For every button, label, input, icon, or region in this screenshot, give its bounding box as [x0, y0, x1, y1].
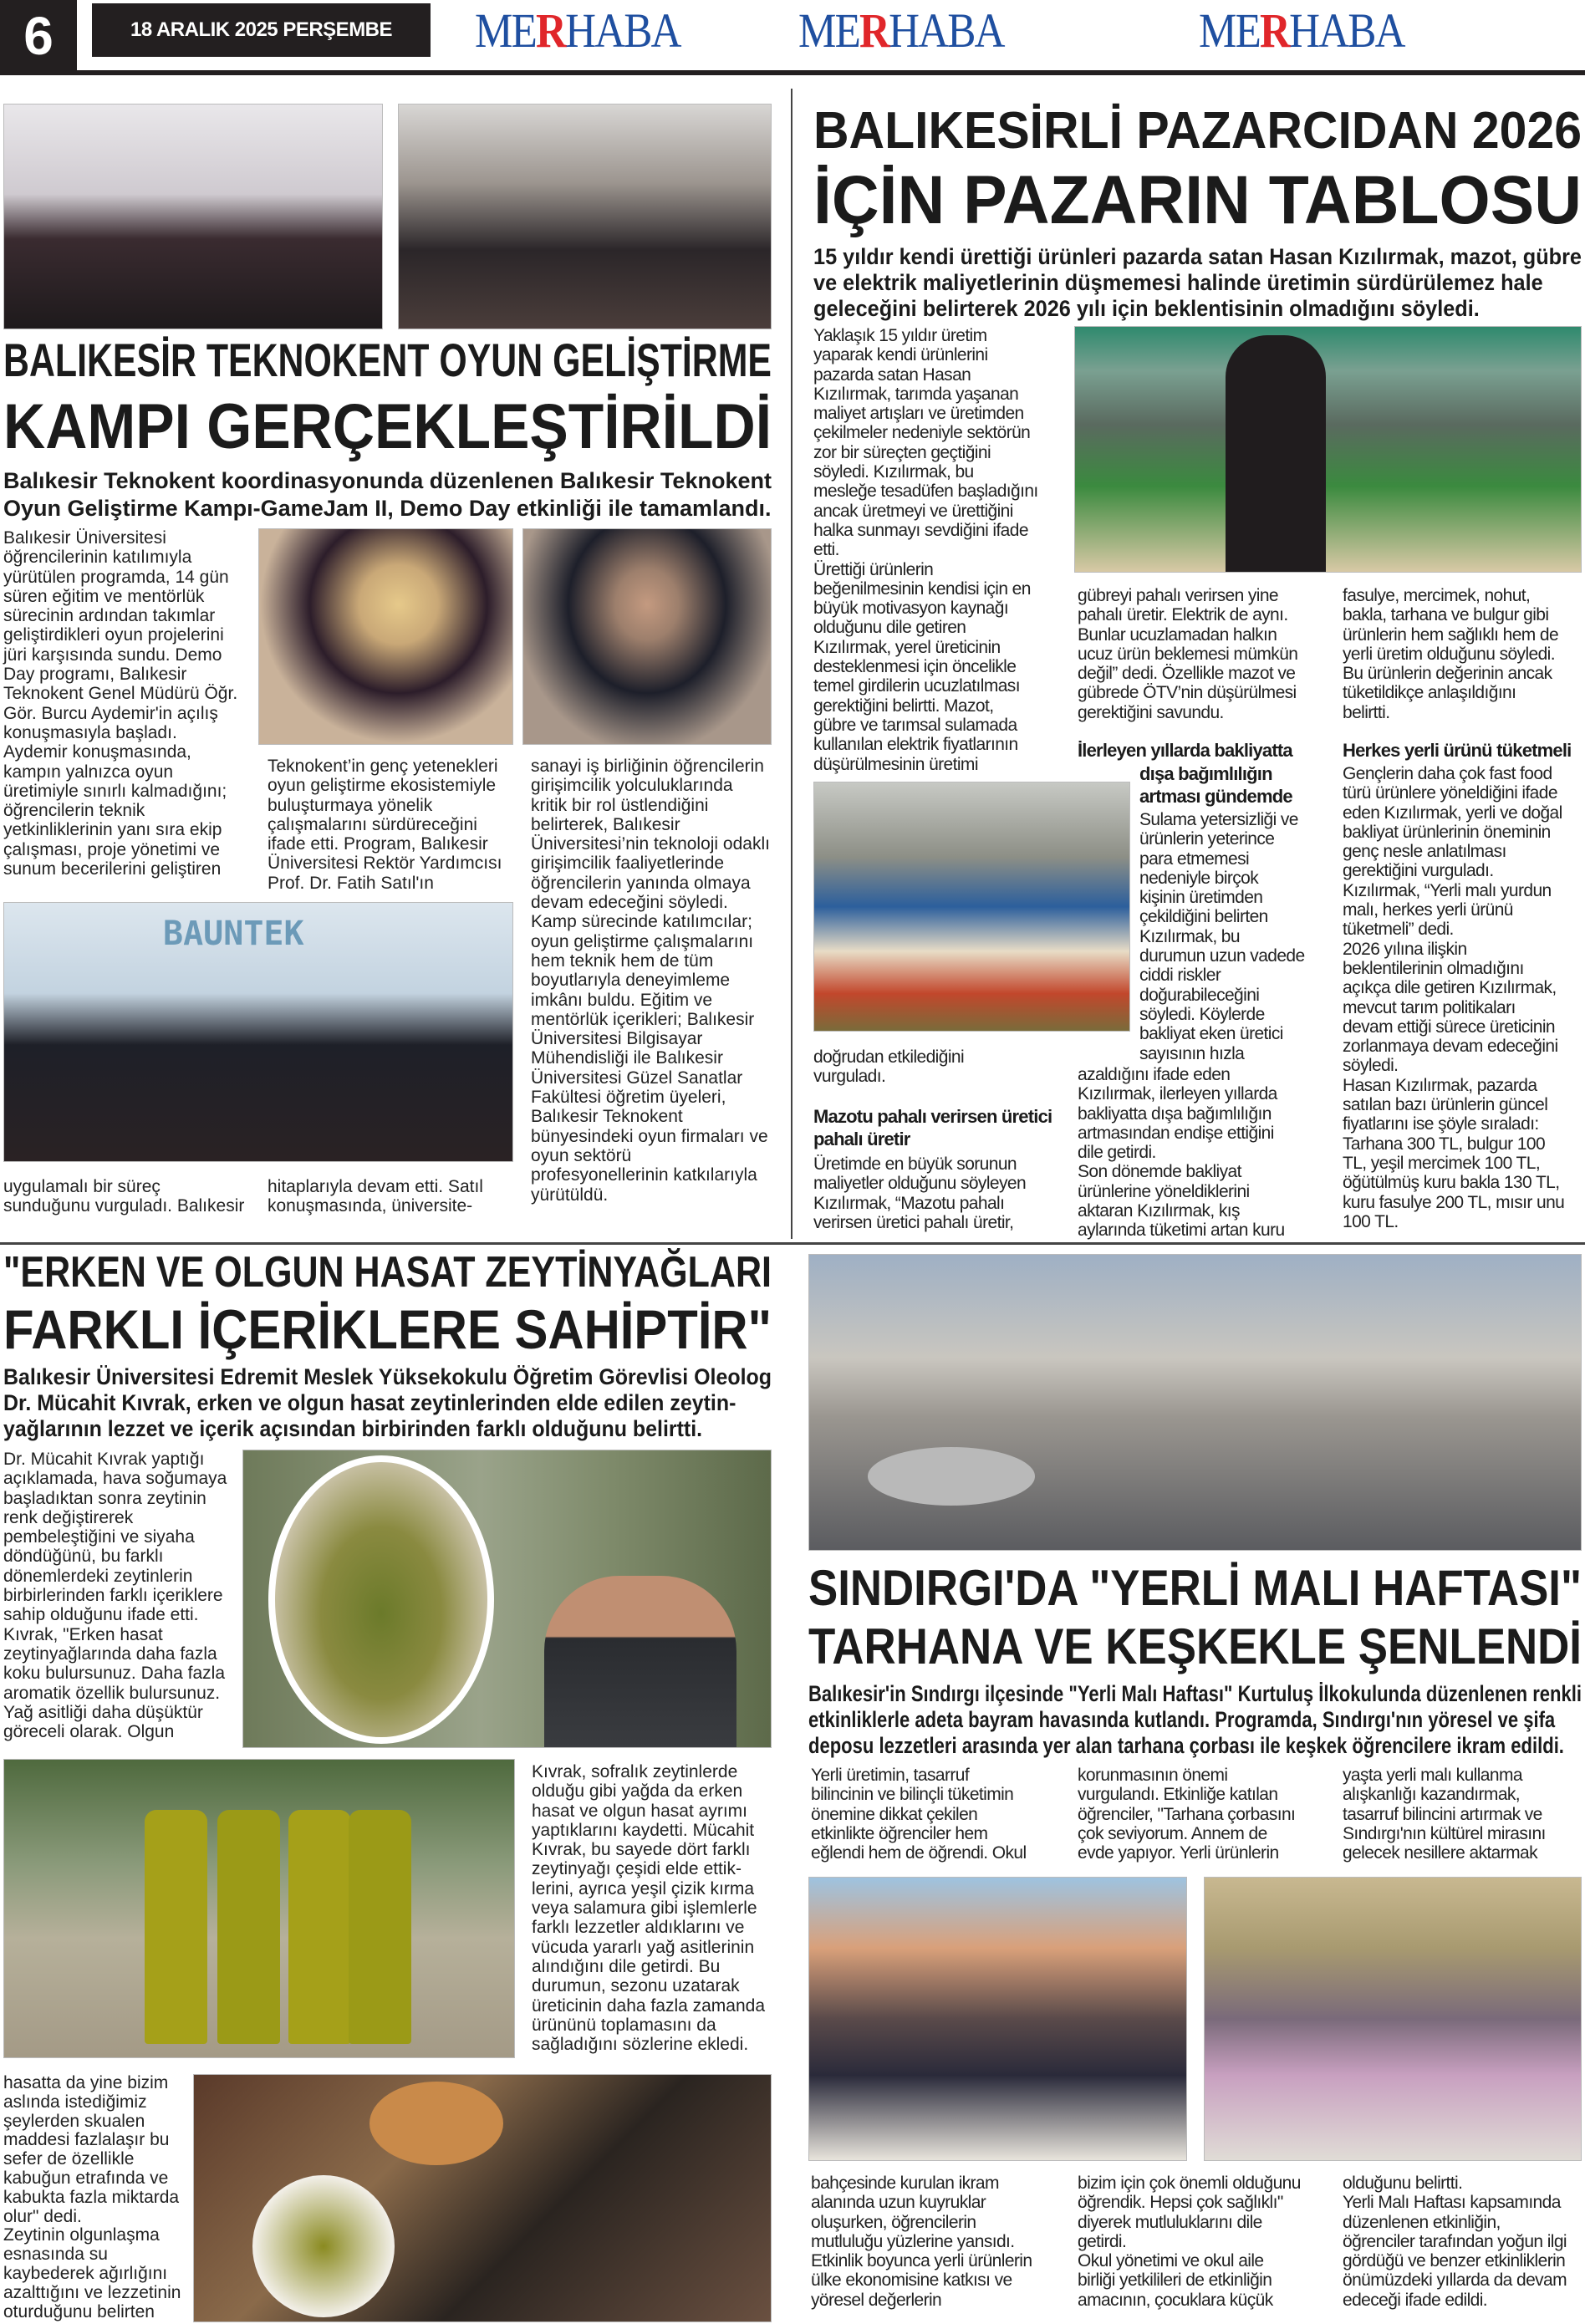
article-text: Yerli üretimin, tasarruf bilincinin ve bilinçli tüketimin önemine dikkat çekilen etkinlikte öğrenciler hem eğlendi hem de öğrendi. Okul	[811, 1766, 1027, 1863]
page-number: 6	[0, 0, 77, 72]
photo-students-eating	[1204, 1877, 1582, 2161]
photo-caption-text: Teknokent’in genç yetenekleri oyun geliştirme ekosistemiyle buluşturmaya yönelik çalışmalarını sürdüreceğini ifade etti. Program, Balıkesir Üniversitesi Rektör Yardımcısı Prof. Dr. Fatih Satıl'ın	[268, 757, 502, 893]
section-subhead: dışa bağımlılığın artması gündemde	[1139, 763, 1292, 807]
column-divider	[791, 89, 792, 1239]
section-subhead: İlerleyen yıllarda bakliyatta	[1078, 740, 1292, 761]
headline: "ERKEN VE OLGUN HASAT ZEYTİNYAĞLARI	[3, 1248, 772, 1297]
article-text: hitaplarıyla devam etti. Satıl konuşmasında, üniversite-	[268, 1177, 483, 1216]
subheadline: Balıkesir Teknokent koordinasyonunda düzenlenen Balıkesir Teknokent Oyun Geliştirme Kampı-GameJam II, Demo Day etkinliği ile tamamlandı.	[3, 468, 772, 521]
article-text: fasulye, mercimek, nohut, bakla, tarhana ve bulgur gibi ürünlerin hem sağlıklı hem de yerli üretim olduğunu söyledi. Bu ürünlerin değerinin ancak tüketildikçe anlaşıldığını belirtti.	[1343, 586, 1559, 722]
headline: İÇİN PAZARIN TABLOSU	[813, 162, 1582, 238]
article-text: bahçesinde kurulan ikram alanında uzun kuyruklar oluşurken, öğrencilerin mutluluğu yüzlerine yansıdı. Etkinlik boyunca yerli ürünlerin ülke ekonomisine katkısı ve yöresel değerlerin	[811, 2174, 1032, 2310]
logo-part: HABA	[565, 3, 680, 58]
article-text: Üretimde en büyük sorunun maliyetler olduğunu söyleyen Kızılırmak, “Mazotu pahalı verirsen üretici pahalı üretir,	[813, 1154, 1027, 1232]
olive-bowl	[252, 2175, 395, 2317]
person-figure	[544, 1576, 736, 1748]
section-subhead: Herkes yerli ürünü tüketmeli	[1343, 740, 1572, 761]
article-text: azaldığını ifade eden Kızılırmak, ilerleyen yıllarda bakliyatta dışa bağımlılığın artmasından endişe ettiğini dile getirdi. Son dönemde bakliyat ürünlerine yöneldiklerini aktaran Kızılırmak, kış aylarında tüketimi artan kuru	[1078, 1065, 1285, 1241]
masthead-logo	[475, 2, 680, 60]
logo-part: HABA	[1289, 3, 1404, 58]
headline: BALIKESİRLİ PAZARCIDAN 2026	[813, 102, 1582, 160]
logo-part-red: R	[1260, 3, 1290, 58]
bottle	[288, 1810, 351, 2044]
subheadline: Balıkesir'in Sındırgı ilçesinde "Yerli Malı Haftası" Kurtuluş İlkokulunda düzenlenen renkli etkinliklerle adeta bayram havasında kutlandı. Programda, Sındırgı'nın yöresel ve şifa deposu lezzetleri arasında yer alan tarhana çorbası ile keşkek öğrencilere ikram edildi.	[808, 1681, 1582, 1758]
photo-speaker-man	[522, 528, 772, 745]
logo-part: HABA	[889, 3, 1004, 58]
headline: BALIKESİR TEKNOKENT OYUN GELİŞTİRME	[3, 334, 772, 386]
article-text: uygulamalı bir süreç sunduğunu vurguladı. Balıkesir	[3, 1177, 245, 1216]
subheadline: Balıkesir Üniversitesi Edremit Meslek Yüksekokulu Öğretim Görevlisi Oleolog Dr. Mücahit Kıvrak, erken ve olgun hasat zeytinlerinden elde edilen zeytin- yağlarının lezzet ve içerik açısından birbirinden farklı olduğunu belirtti.	[3, 1364, 772, 1441]
masthead-logo	[798, 2, 1004, 60]
logo-part-red: R	[859, 3, 889, 58]
article-text: Sulama yetersizliği ve ürünlerin yeterince para etmemesi nedeniyle birçok kişinin üretimden çekildiğini belirten Kızılırmak, bu durumun uzun vadede ciddi riskler doğurabileceğini söyledi. Köylerde bakliyat eken üretici sayısının hızla	[1139, 810, 1305, 1063]
article-text: bizim için çok önemli olduğunu öğrendik. Hepsi çok sağlıklı" diyerek mutluluklarını dile getirdi. Okul yönetimi ve okul aile birliği yetkilileri de etkinliğin amacının, çocuklara küçük	[1078, 2174, 1301, 2310]
vendor-figure	[1226, 335, 1326, 573]
headline: KAMPI GERÇEKLEŞTİRİLDİ	[3, 391, 772, 462]
olive-branch-inset	[268, 1455, 494, 1744]
header-rule	[0, 70, 1585, 75]
masthead-logo	[1199, 2, 1404, 60]
subheadline: 15 yıldır kendi ürettiği ürünleri pazarda satan Hasan Kızılırmak, mazot, gübre ve elektrik maliyetlerinin düşmemesi halinde üretimin sürdürülemez hale geleceğini belirterek 2026 yılı için beklentisinin olmadığını söyledi.	[813, 244, 1582, 321]
article-text: olduğunu belirtti. Yerli Malı Haftası kapsamında düzenlenen etkinliğin, öğrenciler tarafından yoğun ilgi gördüğü ve benzer etkinliklerin önümüzdeki yıllarda da devam edeceği ifade edildi.	[1343, 2174, 1567, 2310]
banner-text: BAUNTEK	[163, 915, 304, 953]
article-text: sanayi iş birliğinin öğrencilerin girişimcilik yolculuklarında kritik bir rol üstlendiğini belirterek, Balıkesir Üniversitesi’nin teknoloji odaklı girişimcilik faaliyetlerinde öğrencilerin yanında olmaya devam edeceğini söyledi. Kamp sürecinde katılımcılar; oyun geliştirme çalışmalarını hem teknik hem de tüm boyutlarıyla deneyimleme imkânı buldu. Eğitim ve mentörlük içerikleri; Balıkesir Üniversitesi Bilgisayar Mühendisliği ile Balıkesir Üniversitesi Güzel Sanatlar Fakültesi öğretim üyeleri, Balıkesir Teknokent bünyesindeki oyun firmaları ve oyun sektörü profesyonellerinin katkılarıyla yürütüldü.	[531, 757, 770, 1205]
article-text: yaşta yerli malı kullanma alışkanlığı kazandırmak, tasarruf bilincini artırmak ve Sındırgı'nın kültürel mirasını gelecek nesillere aktarmak	[1343, 1766, 1546, 1863]
article-text: hasatta da yine bizim aslında istediğimiz şeylerden skualen maddesi fazlalaşır bu sefer de özellikle kabuğun etrafında ve kabukta fazla miktarda olur" dedi. Zeytinin olgunlaşma esnasında su kaybederek ağırlığını azalttığını ve lezzetinin oturduğunu belirten	[3, 2073, 181, 2321]
photo-bauntek-group	[3, 902, 513, 1162]
headline: TARHANA VE KEŞKEKLE ŞENLENDİ	[808, 1618, 1582, 1674]
headline: SINDIRGI'DA "YERLİ MALI HAFTASI"	[808, 1560, 1582, 1616]
logo-part-red: R	[536, 3, 566, 58]
bottle	[145, 1810, 207, 2044]
article-text: Yaklaşık 15 yıldır üretim yaparak kendi ürünlerini pazarda satan Hasan Kızılırmak, tarımda yaşanan maliyet artışları ve üretimden çekilmeler nedeniyle sektörün zor bir süreçten geçtiğini söyledi. Kızılırmak, bu mesleğe tesadüfen başladığını ancak üretmeyi ve ürettiğini halka sunmayı sevdiğini ifade etti. Ürettiği ürünlerin beğenilmesinin kendisi için en büyük motivasyon kaynağı olduğunu dile getiren Kızılırmak, yerel üreticinin desteklenmesi için öncelikle temel girdilerin ucuzlatılması gerektiğini belirtti. Mazot, gübre ve tarımsal sulamada kullanılan elektrik fiyatlarının düşürülmesinin üretimi	[813, 326, 1038, 774]
article-text: gübreyi pahalı verirsen yine pahalı üretir. Elektrik de aynı. Bunlar ucuzlamadan halkın ucuz ürün beklemesi mümkün değil” dedi. Özellikle mazot ve gübrede ÖTV’nin düşürülmesi gerektiğini savundu.	[1078, 586, 1298, 722]
photo-market-vendor	[1074, 326, 1582, 573]
article-text: Dr. Mücahit Kıvrak yaptığı açıklamada, hava soğumaya başladıktan sonra zeytinin renk değiştirerek pembeleştiğini ve siyaha döndüğünü, bu farklı dönemlerdeki zeytinlerin birbirlerinden farklı içeriklere sahip olduğunu ifade etti. Kıvrak, "Erken hasat zeytinyağlarında daha fazla koku bulursunuz. Daha fazla aromatik özellik bulursunuz. Yağ asitliği daha düşüktür göreceli olarak. Olgun	[3, 1450, 227, 1742]
photo-school-queue	[808, 1254, 1582, 1551]
logo-part: ME	[475, 3, 537, 58]
logo-part: ME	[1199, 3, 1261, 58]
cooking-pot	[868, 1447, 1035, 1506]
article-text: korunmasının önemi vurgulandı. Etkinliğe katılan öğrenciler, "Tarhana çorbasını çok seviyorum. Annem de evde yapıyor. Yerli ürünlerin	[1078, 1766, 1296, 1863]
article-text: Kıvrak, sofralık zeytinlerde olduğu gibi yağda da erken hasat ve olgun hasat ayrımı yaptıklarını kaydetti. Mücahit Kıvrak, bu sayede dört farklı zeytinyağı çeşidi elde ettik- lerini, ayrıca yeşil çizik kırma veya salamura gibi işlemlerle farklı lezzetler aldıklarını ve vücuda yararlı yağ asitlerinin alındığını dile getirdi. Bu durumun, sezonu uzatarak üreticinin daha fazla zamanda ürününü toplamasını da sağladığını sözlerine ekledi.	[532, 1762, 766, 2055]
photo-award-group	[3, 104, 383, 329]
article-text: Balıkesir Üniversitesi öğrencilerinin katılımıyla yürütülen programda, 14 gün süren eğitim ve mentörlük sürecinin ardından takımlar geliştirdikleri oyun projelerini jüri karşısında sundu. Demo Day programı, Balıkesir Teknokent Genel Müdürü Öğr. Gör. Burcu Aydemir'in açılış konuşmasıyla başladı. Aydemir konuşmasında, kampın yalnızca oyun üretimiyle sınırlı kalmadığını; öğrencilerin teknik yetkinliklerinin yanı sıra ekip çalışması, proje yönetimi ve sunum becerilerini geliştiren	[3, 528, 238, 879]
headline: FARKLI İÇERİKLERE SAHİPTİR"	[3, 1298, 772, 1360]
photo-olive-oil-bottles	[3, 1759, 515, 2058]
article-text: doğrudan etkilediğini vurguladı.	[813, 1047, 965, 1087]
section-divider	[0, 1242, 1585, 1245]
photo-olive-oil-bread	[193, 2074, 772, 2322]
article-text: Gençlerin daha çok fast food türü ürünlere yöneldiğini ifade eden Kızılırmak, yerli ve doğal bakliyat ürünlerinin öneminin genç nesle anlatılması gerektiğini vurguladı. Kızılırmak, “Yerli malı yurdun malı, herkes yerli ürünü tüketmeli” dedi. 2026 yılına ilişkin beklentilerinin olmadığını açıkça dile getiren Kızılırmak, mevcut tarım politikaları devam ettiği sürece üreticinin zorlanmaya devam edeceğini söyledi. Hasan Kızılırmak, pazarda satılan bazı ürünlerin güncel fiyatlarını ise şöyle sıraladı: Tarhana 300 TL, bulgur 100 TL, yeşil mercimek 100 TL, öğütülmüş kuru bakla 130 TL, kuru fasulye 200 TL, mısır unu 100 TL.	[1343, 764, 1565, 1231]
photo-food-serving	[808, 1877, 1187, 2161]
section-subhead: Mazotu pahalı verirsen üretici pahalı üretir	[813, 1106, 1052, 1149]
issue-date: 18 ARALIK 2025 PERŞEMBE	[92, 3, 431, 57]
bread	[369, 2082, 503, 2165]
photo-market-stall	[813, 782, 1130, 1032]
bottle	[349, 1810, 411, 2044]
photo-oleolog-portrait	[242, 1450, 772, 1748]
photo-team-group	[398, 104, 772, 329]
logo-part: ME	[798, 3, 860, 58]
photo-speaker-woman	[258, 528, 513, 745]
bottle	[217, 1810, 280, 2044]
